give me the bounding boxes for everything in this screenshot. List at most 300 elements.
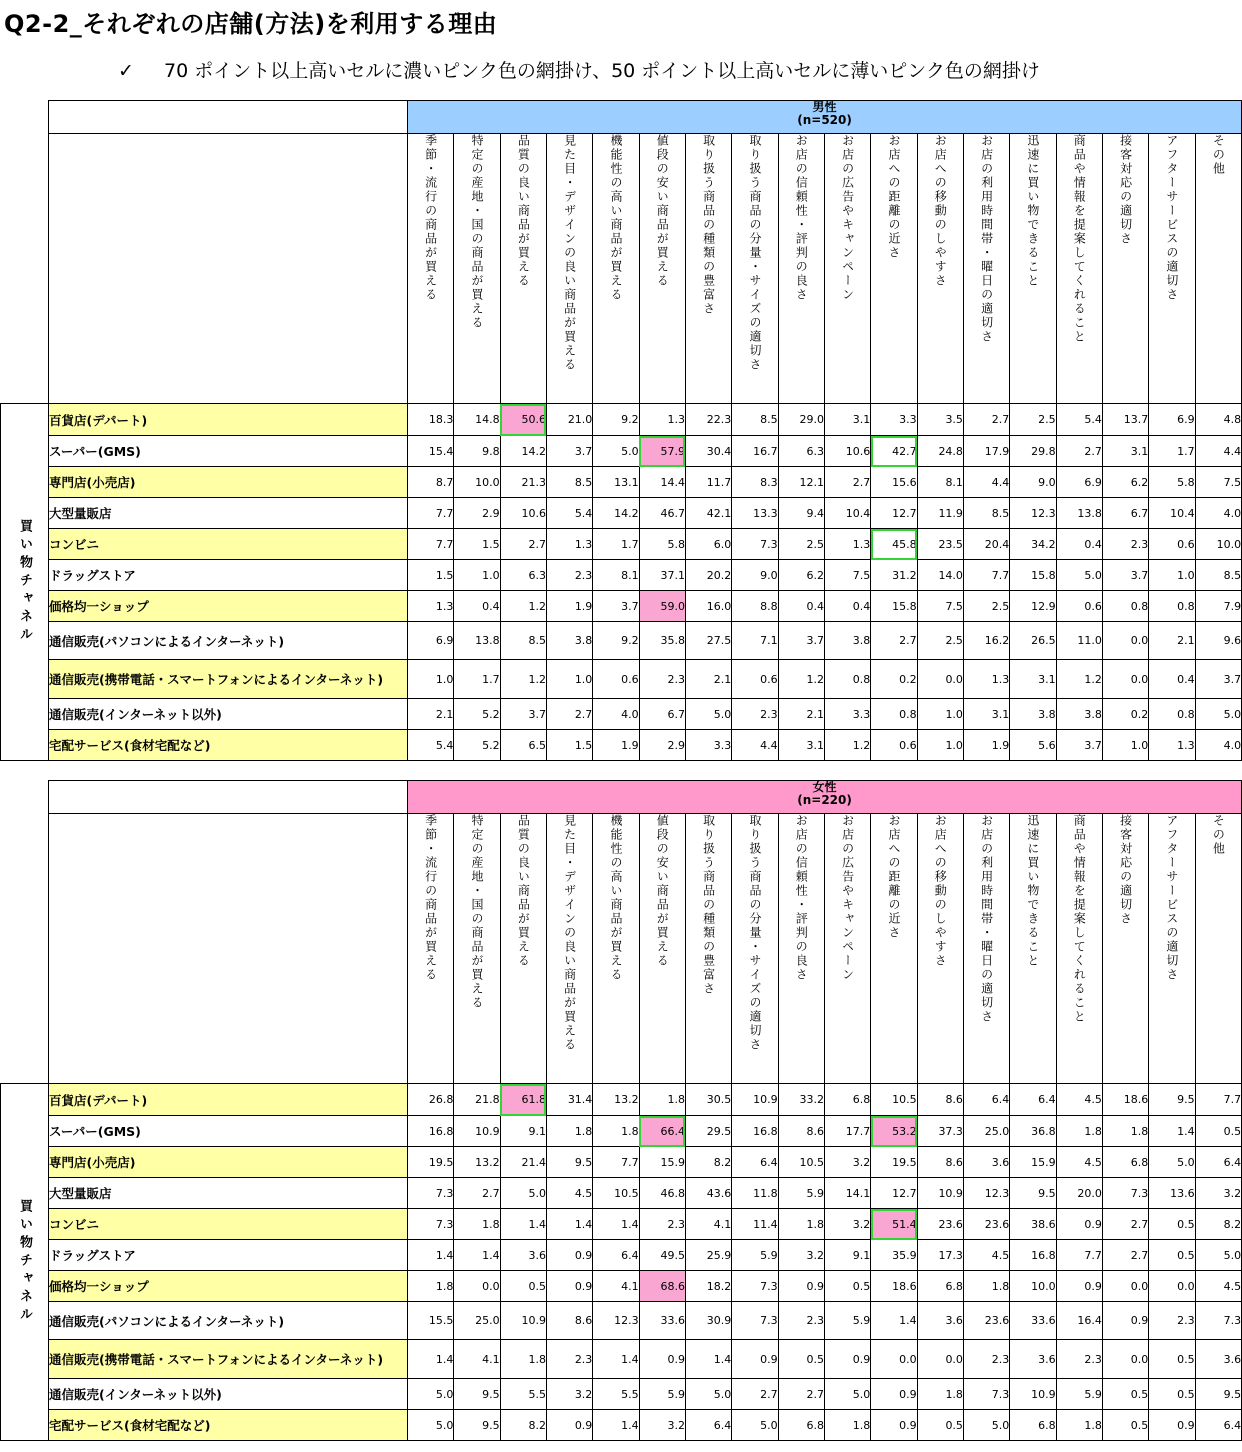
- value-cell: 6.9: [408, 622, 454, 660]
- value-cell: 6.2: [1102, 467, 1148, 498]
- table-row: [1, 699, 1242, 730]
- value-cell: 0.9: [732, 1340, 778, 1379]
- value-cell: 10.0: [454, 467, 500, 498]
- value-cell: 1.7: [454, 660, 500, 699]
- value-cell: 3.7: [778, 622, 824, 660]
- value-cell: 2.3: [778, 1302, 824, 1340]
- value-cell: 1.0: [917, 730, 963, 761]
- column-header: [1102, 134, 1148, 404]
- value-cell: 0.0: [1102, 660, 1148, 699]
- value-cell: 7.7: [963, 560, 1009, 591]
- value-cell: 10.9: [917, 1178, 963, 1209]
- value-cell: 4.1: [454, 1340, 500, 1379]
- value-cell: 20.0: [1056, 1178, 1102, 1209]
- value-cell: 0.5: [1149, 1209, 1195, 1240]
- column-header-label: お店の利用時間帯・曜日の適切さ: [979, 134, 994, 344]
- value-cell: 18.6: [1102, 1084, 1148, 1116]
- value-cell: 2.9: [639, 730, 685, 761]
- value-cell: 0.2: [1102, 699, 1148, 730]
- value-cell: 0.9: [778, 1271, 824, 1302]
- corner-cell: [49, 134, 408, 404]
- channel-side-label: [1, 1084, 49, 1441]
- table-row: [1, 1147, 1242, 1178]
- value-cell: 0.4: [454, 591, 500, 622]
- row-label: 専門店(小売店): [49, 467, 408, 498]
- value-cell: 9.0: [732, 560, 778, 591]
- value-cell: 11.9: [917, 498, 963, 529]
- value-cell: 7.3: [408, 1178, 454, 1209]
- value-cell: 14.4: [639, 467, 685, 498]
- value-cell: 3.8: [546, 622, 592, 660]
- value-cell: 7.3: [1195, 1302, 1242, 1340]
- channel-side-text: 買い物チャネル: [17, 1199, 32, 1325]
- row-label: 価格均一ショップ: [49, 1271, 408, 1302]
- value-cell: 2.7: [1056, 436, 1102, 467]
- value-cell: 2.7: [778, 1379, 824, 1410]
- value-cell: 16.8: [408, 1116, 454, 1147]
- value-cell: 0.5: [917, 1410, 963, 1441]
- column-header-label: 商品や情報を提案してくれること: [1072, 134, 1087, 344]
- row-label: ドラッグストア: [49, 560, 408, 591]
- value-cell: 7.3: [732, 1271, 778, 1302]
- column-header-label: その他: [1211, 814, 1226, 856]
- value-cell: 0.0: [917, 1340, 963, 1379]
- value-cell: 21.4: [500, 1147, 546, 1178]
- value-cell: 1.8: [639, 1084, 685, 1116]
- female-table: [0, 780, 1242, 1441]
- value-cell: 5.9: [732, 1240, 778, 1271]
- row-label: スーパー(GMS): [49, 436, 408, 467]
- value-cell: 7.7: [593, 1147, 639, 1178]
- value-cell: 19.5: [871, 1147, 917, 1178]
- value-cell: 5.9: [1056, 1379, 1102, 1410]
- value-cell: 0.9: [1102, 1302, 1148, 1340]
- table-row: [1, 1178, 1242, 1209]
- value-cell: 7.7: [408, 529, 454, 560]
- value-cell: 3.1: [1010, 660, 1056, 699]
- value-cell: 2.7: [454, 1178, 500, 1209]
- male-header: [408, 101, 1242, 134]
- value-cell: 8.8: [732, 591, 778, 622]
- value-cell: 4.4: [732, 730, 778, 761]
- value-cell: 7.7: [1195, 1084, 1242, 1116]
- value-cell: 3.3: [824, 699, 870, 730]
- value-cell: 2.1: [685, 660, 731, 699]
- value-cell: 21.0: [546, 404, 592, 436]
- value-cell: 1.4: [1149, 1116, 1195, 1147]
- value-cell: 7.3: [732, 1302, 778, 1340]
- value-cell: 4.5: [1195, 1271, 1242, 1302]
- value-cell: 2.3: [546, 1340, 592, 1379]
- value-cell: 36.8: [1010, 1116, 1056, 1147]
- value-cell: 68.6: [639, 1271, 685, 1302]
- value-cell: 7.5: [824, 560, 870, 591]
- value-cell: 23.5: [917, 529, 963, 560]
- value-cell: 21.8: [454, 1084, 500, 1116]
- value-cell: 3.2: [824, 1147, 870, 1178]
- channel-side-text: 買い物チャネル: [17, 519, 32, 645]
- value-cell: 1.4: [408, 1340, 454, 1379]
- table-row: [1, 1410, 1242, 1441]
- value-cell: 17.3: [917, 1240, 963, 1271]
- value-cell: 1.0: [1102, 730, 1148, 761]
- value-cell: 8.2: [685, 1147, 731, 1178]
- value-cell: 8.5: [1195, 560, 1242, 591]
- value-cell: 20.2: [685, 560, 731, 591]
- channel-side-label: [1, 404, 49, 761]
- value-cell: 15.8: [871, 591, 917, 622]
- value-cell: 1.8: [824, 1410, 870, 1441]
- value-cell: 7.5: [1195, 467, 1242, 498]
- column-header: [1056, 814, 1102, 1084]
- value-cell: 9.5: [1149, 1084, 1195, 1116]
- value-cell: 0.0: [454, 1271, 500, 1302]
- value-cell: 11.4: [732, 1209, 778, 1240]
- value-cell: 1.7: [593, 529, 639, 560]
- row-label: 宅配サービス(食材宅配など): [49, 730, 408, 761]
- value-cell: 2.7: [732, 1379, 778, 1410]
- column-header: [639, 814, 685, 1084]
- table-row: [1, 1379, 1242, 1410]
- value-cell: 2.7: [1102, 1240, 1148, 1271]
- value-cell: 8.2: [500, 1410, 546, 1441]
- value-cell: 9.5: [1010, 1178, 1056, 1209]
- value-cell: 0.8: [824, 660, 870, 699]
- value-cell: 6.4: [732, 1147, 778, 1178]
- value-cell: 12.9: [1010, 591, 1056, 622]
- value-cell: 0.0: [1102, 622, 1148, 660]
- value-cell: 11.0: [1056, 622, 1102, 660]
- value-cell: 2.7: [500, 529, 546, 560]
- value-cell: 1.0: [454, 560, 500, 591]
- value-cell: 3.2: [824, 1209, 870, 1240]
- value-cell: 29.5: [685, 1116, 731, 1147]
- value-cell: 6.0: [685, 529, 731, 560]
- value-cell: 43.6: [685, 1178, 731, 1209]
- value-cell: 5.8: [639, 529, 685, 560]
- value-cell: 57.9: [639, 436, 685, 467]
- value-cell: 3.1: [963, 699, 1009, 730]
- value-cell: 2.3: [963, 1340, 1009, 1379]
- value-cell: 10.6: [500, 498, 546, 529]
- value-cell: 8.5: [732, 404, 778, 436]
- value-cell: 7.5: [917, 591, 963, 622]
- value-cell: 1.8: [500, 1340, 546, 1379]
- gender-label: 女性: [812, 780, 837, 794]
- value-cell: 35.8: [639, 622, 685, 660]
- value-cell: 21.3: [500, 467, 546, 498]
- value-cell: 9.6: [1195, 622, 1242, 660]
- value-cell: 13.1: [593, 467, 639, 498]
- value-cell: 1.2: [500, 660, 546, 699]
- value-cell: 5.0: [685, 699, 731, 730]
- value-cell: 15.9: [639, 1147, 685, 1178]
- value-cell: 3.8: [824, 622, 870, 660]
- value-cell: 1.4: [685, 1340, 731, 1379]
- value-cell: 6.2: [778, 560, 824, 591]
- row-label: ドラッグストア: [49, 1240, 408, 1271]
- value-cell: 7.3: [963, 1379, 1009, 1410]
- value-cell: 1.8: [917, 1379, 963, 1410]
- value-cell: 0.9: [1056, 1271, 1102, 1302]
- value-cell: 5.5: [593, 1379, 639, 1410]
- column-header: [1010, 814, 1056, 1084]
- value-cell: 2.5: [917, 622, 963, 660]
- value-cell: 0.6: [871, 730, 917, 761]
- column-header: [593, 134, 639, 404]
- value-cell: 4.0: [1195, 498, 1242, 529]
- row-label: コンビニ: [49, 529, 408, 560]
- value-cell: 10.0: [1195, 529, 1242, 560]
- value-cell: 3.6: [963, 1147, 1009, 1178]
- value-cell: 2.3: [639, 660, 685, 699]
- value-cell: 13.2: [454, 1147, 500, 1178]
- value-cell: 46.7: [639, 498, 685, 529]
- table-row: [1, 1084, 1242, 1116]
- table-row: [1, 622, 1242, 660]
- value-cell: 1.2: [500, 591, 546, 622]
- column-header: [408, 814, 454, 1084]
- column-header: [963, 814, 1009, 1084]
- value-cell: 0.9: [1149, 1410, 1195, 1441]
- value-cell: 15.5: [408, 1302, 454, 1340]
- column-header: [500, 134, 546, 404]
- value-cell: 1.2: [1056, 660, 1102, 699]
- value-cell: 0.9: [546, 1410, 592, 1441]
- value-cell: 6.9: [1056, 467, 1102, 498]
- column-header: [1102, 814, 1148, 1084]
- value-cell: 2.3: [1149, 1302, 1195, 1340]
- column-header: [917, 134, 963, 404]
- value-cell: 3.2: [778, 1240, 824, 1271]
- value-cell: 2.7: [824, 467, 870, 498]
- column-header: [917, 814, 963, 1084]
- table-row: [1, 467, 1242, 498]
- corner-cell: [49, 814, 408, 1084]
- column-header-label: 見た目・デザインの良い商品が買える: [562, 814, 577, 1052]
- value-cell: 61.8: [500, 1084, 546, 1116]
- value-cell: 5.9: [824, 1302, 870, 1340]
- value-cell: 0.8: [871, 699, 917, 730]
- value-cell: 3.1: [824, 404, 870, 436]
- column-header: [500, 814, 546, 1084]
- value-cell: 0.4: [1056, 529, 1102, 560]
- value-cell: 1.5: [454, 529, 500, 560]
- table-row: [1, 1302, 1242, 1340]
- column-header: [963, 134, 1009, 404]
- value-cell: 2.7: [963, 404, 1009, 436]
- value-cell: 13.8: [454, 622, 500, 660]
- value-cell: 23.6: [963, 1302, 1009, 1340]
- column-header: [408, 134, 454, 404]
- table-row: [1, 1240, 1242, 1271]
- column-header-label: 見た目・デザインの良い商品が買える: [562, 134, 577, 372]
- value-cell: 10.6: [824, 436, 870, 467]
- value-cell: 30.5: [685, 1084, 731, 1116]
- value-cell: 3.1: [1102, 436, 1148, 467]
- value-cell: 3.8: [1056, 699, 1102, 730]
- column-header: [778, 814, 824, 1084]
- value-cell: 33.6: [1010, 1302, 1056, 1340]
- value-cell: 1.3: [639, 404, 685, 436]
- value-cell: 3.5: [917, 404, 963, 436]
- value-cell: 0.4: [778, 591, 824, 622]
- corner-cell: [49, 101, 408, 134]
- value-cell: 5.0: [963, 1410, 1009, 1441]
- shading-note: [118, 56, 1040, 83]
- value-cell: 16.2: [963, 622, 1009, 660]
- value-cell: 9.5: [546, 1147, 592, 1178]
- column-header-label: 季節・流行の商品が買える: [423, 814, 438, 982]
- value-cell: 1.8: [1056, 1410, 1102, 1441]
- column-header-label: 取り扱う商品の分量・サイズの適切さ: [747, 814, 762, 1052]
- value-cell: 4.1: [685, 1209, 731, 1240]
- row-label: 大型量販店: [49, 498, 408, 529]
- value-cell: 6.3: [500, 560, 546, 591]
- value-cell: 5.0: [732, 1410, 778, 1441]
- value-cell: 19.5: [408, 1147, 454, 1178]
- value-cell: 0.6: [1056, 591, 1102, 622]
- value-cell: 7.7: [1056, 1240, 1102, 1271]
- column-header-label: お店の信頼性・評判の良さ: [794, 814, 809, 982]
- shading-note-text: 70 ポイント以上高いセルに濃いピンク色の網掛け、50 ポイント以上高いセルに薄いピンク色の網掛け: [164, 60, 1040, 82]
- value-cell: 7.3: [1102, 1178, 1148, 1209]
- value-cell: 3.8: [1010, 699, 1056, 730]
- value-cell: 14.1: [824, 1178, 870, 1209]
- value-cell: 4.5: [1056, 1084, 1102, 1116]
- column-header-label: 接客対応の適切さ: [1118, 134, 1133, 246]
- value-cell: 6.8: [1102, 1147, 1148, 1178]
- value-cell: 10.9: [732, 1084, 778, 1116]
- value-cell: 1.4: [546, 1209, 592, 1240]
- value-cell: 9.5: [1195, 1379, 1242, 1410]
- value-cell: 14.8: [454, 404, 500, 436]
- value-cell: 0.9: [546, 1240, 592, 1271]
- value-cell: 8.5: [963, 498, 1009, 529]
- value-cell: 13.8: [1056, 498, 1102, 529]
- column-header: [732, 814, 778, 1084]
- value-cell: 3.2: [546, 1379, 592, 1410]
- column-header: [454, 134, 500, 404]
- value-cell: 1.3: [1149, 730, 1195, 761]
- value-cell: 18.3: [408, 404, 454, 436]
- value-cell: 12.1: [778, 467, 824, 498]
- value-cell: 9.5: [454, 1379, 500, 1410]
- column-header-label: 迅速に買い物できること: [1025, 814, 1040, 968]
- column-header-label: 取り扱う商品の種類の豊富さ: [701, 134, 716, 316]
- column-header: [1010, 134, 1056, 404]
- value-cell: 29.0: [778, 404, 824, 436]
- value-cell: 1.8: [593, 1116, 639, 1147]
- value-cell: 1.4: [593, 1340, 639, 1379]
- value-cell: 0.8: [1149, 699, 1195, 730]
- value-cell: 8.1: [917, 467, 963, 498]
- value-cell: 0.5: [1102, 1410, 1148, 1441]
- value-cell: 5.0: [408, 1379, 454, 1410]
- value-cell: 9.4: [778, 498, 824, 529]
- table-row: [1, 730, 1242, 761]
- column-header-label: 機能性の高い商品が買える: [608, 134, 623, 302]
- column-header-label: 機能性の高い商品が買える: [608, 814, 623, 982]
- value-cell: 0.6: [1149, 529, 1195, 560]
- value-cell: 23.6: [917, 1209, 963, 1240]
- value-cell: 16.8: [732, 1116, 778, 1147]
- value-cell: 8.5: [500, 622, 546, 660]
- value-cell: 11.7: [685, 467, 731, 498]
- check-icon: ✓: [118, 60, 134, 82]
- value-cell: 4.8: [1195, 404, 1242, 436]
- value-cell: 3.6: [1195, 1340, 1242, 1379]
- row-label: スーパー(GMS): [49, 1116, 408, 1147]
- female-header: [408, 781, 1242, 814]
- value-cell: 8.3: [732, 467, 778, 498]
- value-cell: 7.7: [408, 498, 454, 529]
- column-header-label: 値段の安い商品が買える: [655, 814, 670, 968]
- row-label: 価格均一ショップ: [49, 591, 408, 622]
- column-header-label: お店の広告やキャンペーン: [840, 814, 855, 982]
- value-cell: 15.4: [408, 436, 454, 467]
- value-cell: 27.5: [685, 622, 731, 660]
- value-cell: 5.9: [778, 1178, 824, 1209]
- column-header-label: アフターサービスの適切さ: [1164, 134, 1179, 302]
- value-cell: 1.4: [454, 1240, 500, 1271]
- value-cell: 2.1: [408, 699, 454, 730]
- value-cell: 5.8: [1149, 467, 1195, 498]
- column-header: [1149, 134, 1195, 404]
- value-cell: 8.2: [1195, 1209, 1242, 1240]
- value-cell: 2.5: [1010, 404, 1056, 436]
- value-cell: 1.0: [1149, 560, 1195, 591]
- value-cell: 34.2: [1010, 529, 1056, 560]
- table-row: [1, 660, 1242, 699]
- value-cell: 22.3: [685, 404, 731, 436]
- page-title: Q2-2_それぞれの店舗(方法)を利用する理由: [4, 10, 498, 38]
- value-cell: 4.5: [963, 1240, 1009, 1271]
- value-cell: 0.9: [871, 1379, 917, 1410]
- column-header-label: 品質の良い商品が買える: [516, 814, 531, 968]
- column-header-label: アフターサービスの適切さ: [1164, 814, 1179, 982]
- table-row: [1, 1116, 1242, 1147]
- value-cell: 23.6: [963, 1209, 1009, 1240]
- row-label: 通信販売(携帯電話・スマートフォンによるインターネット): [49, 660, 408, 699]
- value-cell: 6.5: [500, 730, 546, 761]
- value-cell: 1.3: [824, 529, 870, 560]
- value-cell: 5.2: [454, 730, 500, 761]
- table-row: [1, 436, 1242, 467]
- table-row: [1, 560, 1242, 591]
- value-cell: 50.6: [500, 404, 546, 436]
- column-header: [1195, 134, 1242, 404]
- column-header-label: 接客対応の適切さ: [1118, 814, 1133, 926]
- value-cell: 5.4: [1056, 404, 1102, 436]
- table-row: [1, 1209, 1242, 1240]
- value-cell: 16.0: [685, 591, 731, 622]
- value-cell: 0.4: [824, 591, 870, 622]
- value-cell: 24.8: [917, 436, 963, 467]
- value-cell: 9.8: [454, 436, 500, 467]
- value-cell: 0.8: [1102, 591, 1148, 622]
- value-cell: 1.7: [1149, 436, 1195, 467]
- value-cell: 10.4: [1149, 498, 1195, 529]
- value-cell: 12.3: [593, 1302, 639, 1340]
- column-header: [824, 814, 870, 1084]
- value-cell: 6.4: [685, 1410, 731, 1441]
- value-cell: 5.0: [1195, 1240, 1242, 1271]
- column-header: [546, 814, 592, 1084]
- value-cell: 0.9: [871, 1410, 917, 1441]
- value-cell: 1.0: [408, 660, 454, 699]
- value-cell: 5.0: [824, 1379, 870, 1410]
